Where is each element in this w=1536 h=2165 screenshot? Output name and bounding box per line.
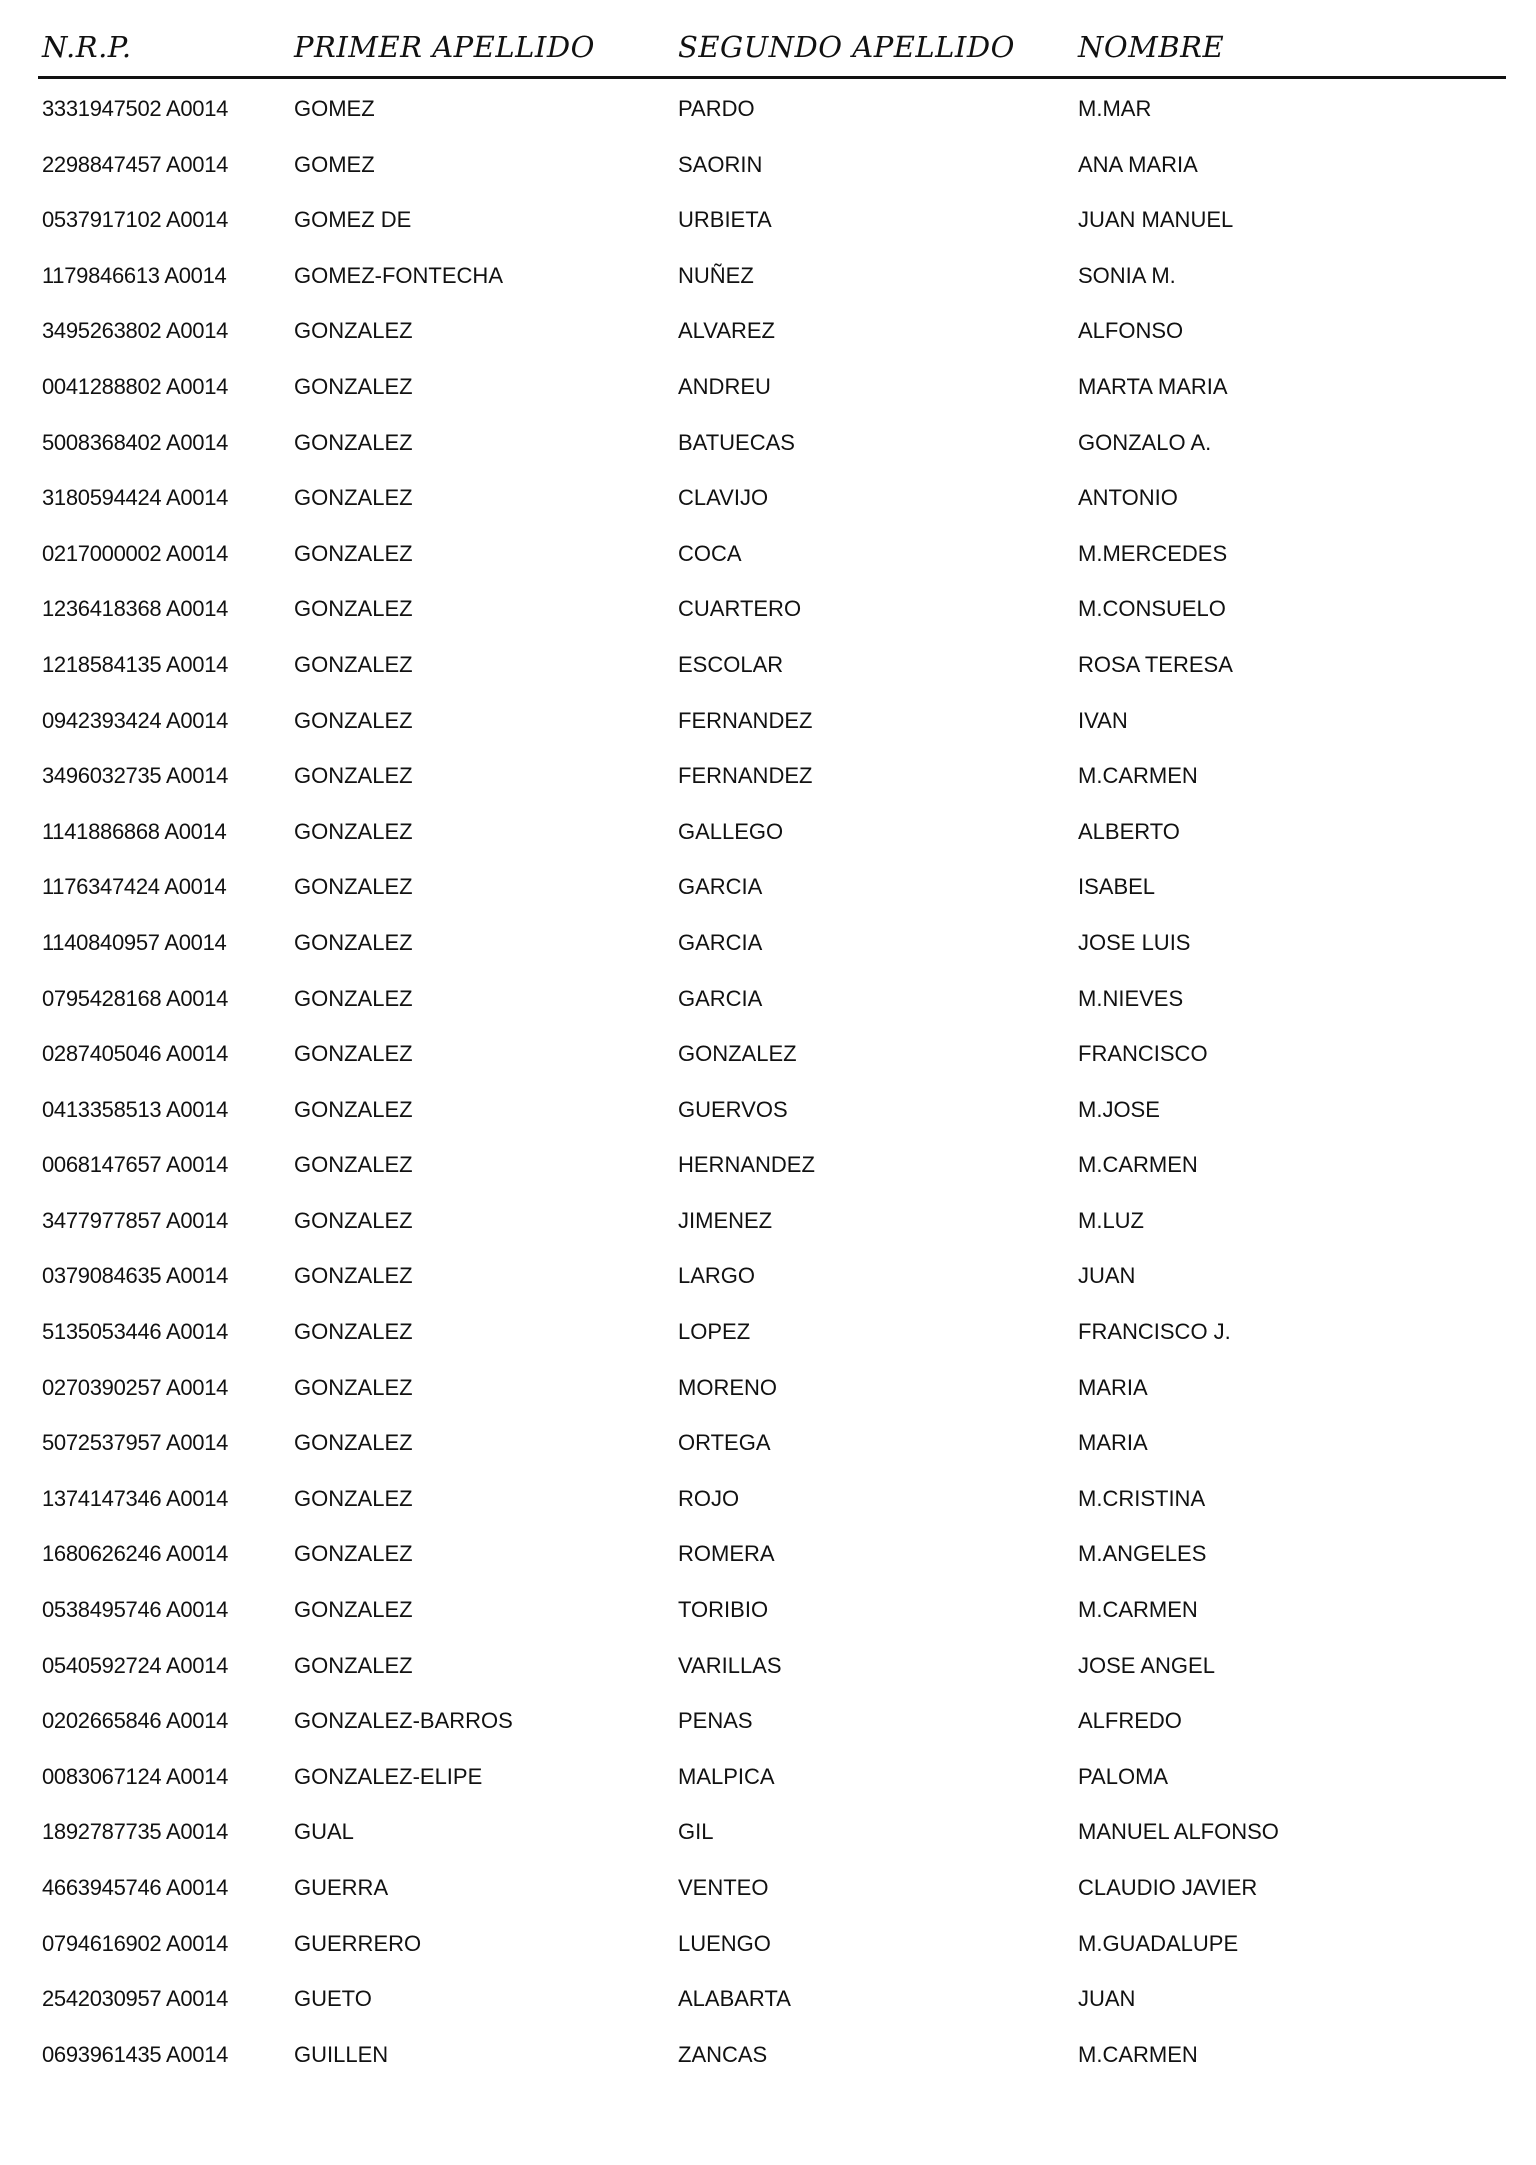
primer-apellido-cell: GUERRA: [294, 1875, 389, 1900]
nrp-cell: 3180594424 A0014: [42, 485, 229, 511]
primer-apellido-cell: GOMEZ DE: [294, 207, 412, 233]
segundo-apellido-cell: PARDO: [678, 96, 755, 121]
primer-apellido-cell: GONZALEZ: [294, 1541, 413, 1567]
segundo-apellido-cell: FERNANDEZ: [678, 763, 813, 789]
segundo-apellido-cell: VENTEO: [678, 1875, 769, 1900]
primer-apellido-cell: GONZALEZ: [294, 1597, 413, 1623]
nrp-cell: 1179846613 A0014: [42, 262, 227, 288]
nrp-cell: 5135053446 A0014: [42, 1319, 229, 1345]
nrp-cell: 1680626246 A0014: [42, 1541, 229, 1567]
primer-apellido-cell: GONZALEZ-ELIPE: [294, 1763, 483, 1789]
header-nrp: N.R.P.: [42, 30, 132, 64]
header-primer-apellido: PRIMER APELLIDO: [294, 30, 595, 64]
nrp-cell: 1374147346 A0014: [42, 1485, 229, 1511]
nombre-cell: M.MAR: [1078, 96, 1152, 121]
primer-apellido-cell: GOMEZ: [294, 96, 375, 121]
nrp-cell: 1218584135 A0014: [42, 651, 229, 677]
table-header: [0, 30, 1536, 80]
table-row: [0, 1144, 1536, 1200]
nrp-cell: 0540592724 A0014: [42, 1652, 229, 1678]
table-row: [0, 1478, 1536, 1534]
segundo-apellido-cell: ZANCAS: [678, 2041, 768, 2067]
nombre-cell: ALBERTO: [1078, 818, 1180, 844]
nrp-cell: 0270390257 A0014: [42, 1374, 229, 1400]
nrp-cell: 5008368402 A0014: [42, 429, 229, 455]
table-row: [0, 144, 1536, 200]
nrp-cell: 0083067124 A0014: [42, 1763, 229, 1789]
primer-apellido-cell: GONZALEZ: [294, 985, 413, 1011]
nombre-cell: ROSA TERESA: [1078, 651, 1233, 677]
segundo-apellido-cell: COCA: [678, 540, 742, 566]
table-row: [0, 366, 1536, 422]
nrp-cell: 0287405046 A0014: [42, 1041, 229, 1067]
table-row: [0, 199, 1536, 255]
table-row: [0, 533, 1536, 589]
nombre-cell: SONIA M.: [1078, 262, 1176, 288]
table-row: [0, 588, 1536, 644]
nombre-cell: M.ANGELES: [1078, 1541, 1207, 1567]
segundo-apellido-cell: PENAS: [678, 1708, 753, 1734]
table-row: [0, 978, 1536, 1034]
nombre-cell: ANTONIO: [1078, 485, 1178, 511]
nombre-cell: IVAN: [1078, 707, 1128, 733]
primer-apellido-cell: GONZALEZ: [294, 1041, 413, 1067]
nrp-cell: 2298847457 A0014: [42, 151, 229, 177]
segundo-apellido-cell: CLAVIJO: [678, 485, 769, 511]
primer-apellido-cell: GONZALEZ: [294, 540, 413, 566]
nrp-cell: 0538495746 A0014: [42, 1597, 229, 1623]
table-row: [0, 1645, 1536, 1701]
nombre-cell: M.CARMEN: [1078, 1152, 1198, 1178]
nrp-cell: 1236418368 A0014: [42, 596, 229, 622]
table-row: [0, 811, 1536, 867]
table-row: [0, 2034, 1536, 2090]
table-row: [0, 1589, 1536, 1645]
primer-apellido-cell: GONZALEZ: [294, 1152, 413, 1178]
nrp-cell: 3496032735 A0014: [42, 763, 229, 789]
segundo-apellido-cell: CUARTERO: [678, 596, 802, 622]
table-row: [0, 866, 1536, 922]
nrp-cell: 0202665846 A0014: [42, 1708, 229, 1734]
segundo-apellido-cell: BATUECAS: [678, 429, 795, 455]
primer-apellido-cell: GONZALEZ: [294, 763, 413, 789]
nrp-cell: 0379084635 A0014: [42, 1263, 229, 1289]
primer-apellido-cell: GONZALEZ: [294, 1096, 413, 1122]
segundo-apellido-cell: ALABARTA: [678, 1986, 791, 2012]
nombre-cell: MARIA: [1078, 1430, 1148, 1456]
table-body: [0, 88, 1536, 2089]
nrp-cell: 3477977857 A0014: [42, 1207, 229, 1233]
segundo-apellido-cell: ESCOLAR: [678, 651, 784, 677]
table-row: [0, 310, 1536, 366]
primer-apellido-cell: GONZALEZ: [294, 485, 413, 511]
segundo-apellido-cell: ORTEGA: [678, 1430, 771, 1456]
primer-apellido-cell: GONZALEZ: [294, 1485, 413, 1511]
nombre-cell: M.MERCEDES: [1078, 540, 1228, 566]
segundo-apellido-cell: GALLEGO: [678, 818, 784, 844]
nombre-cell: ALFONSO: [1078, 318, 1184, 344]
primer-apellido-cell: GONZALEZ: [294, 1263, 413, 1289]
nombre-cell: PALOMA: [1078, 1763, 1169, 1789]
segundo-apellido-cell: VARILLAS: [678, 1652, 782, 1678]
nrp-cell: 3495263802 A0014: [42, 318, 229, 344]
nrp-cell: 0794616902 A0014: [42, 1930, 229, 1956]
table-row: [0, 1700, 1536, 1756]
nombre-cell: JOSE LUIS: [1078, 929, 1191, 955]
nrp-cell: 3331947502 A0014: [42, 96, 229, 121]
nombre-cell: M.CARMEN: [1078, 763, 1198, 789]
nombre-cell: MANUEL ALFONSO: [1078, 1819, 1279, 1845]
nombre-cell: GONZALO A.: [1078, 429, 1212, 455]
primer-apellido-cell: GONZALEZ: [294, 1374, 413, 1400]
segundo-apellido-cell: ROJO: [678, 1485, 740, 1511]
primer-apellido-cell: GUAL: [294, 1819, 354, 1845]
table-row: [0, 1533, 1536, 1589]
nombre-cell: M.GUADALUPE: [1078, 1930, 1239, 1956]
segundo-apellido-cell: SAORIN: [678, 151, 763, 177]
header-nombre: NOMBRE: [1078, 30, 1225, 64]
primer-apellido-cell: GONZALEZ: [294, 929, 413, 955]
table-row: [0, 255, 1536, 311]
table-row: [0, 644, 1536, 700]
nombre-cell: M.JOSE: [1078, 1096, 1160, 1122]
segundo-apellido-cell: ANDREU: [678, 373, 771, 399]
primer-apellido-cell: GOMEZ: [294, 151, 375, 177]
nrp-cell: 0217000002 A0014: [42, 540, 229, 566]
nombre-cell: M.CARMEN: [1078, 1597, 1198, 1623]
table-row: [0, 755, 1536, 811]
segundo-apellido-cell: LOPEZ: [678, 1319, 751, 1345]
segundo-apellido-cell: ROMERA: [678, 1541, 775, 1567]
nombre-cell: M.CONSUELO: [1078, 596, 1226, 622]
nombre-cell: JUAN MANUEL: [1078, 207, 1234, 233]
segundo-apellido-cell: LUENGO: [678, 1930, 771, 1956]
table-row: [0, 1089, 1536, 1145]
table-row: [0, 1756, 1536, 1812]
nombre-cell: M.CRISTINA: [1078, 1485, 1206, 1511]
primer-apellido-cell: GONZALEZ: [294, 1207, 413, 1233]
table-row: [0, 1033, 1536, 1089]
table-row: [0, 1311, 1536, 1367]
nombre-cell: MARIA: [1078, 1374, 1148, 1400]
table-row: [0, 1200, 1536, 1256]
segundo-apellido-cell: GARCIA: [678, 929, 763, 955]
nombre-cell: CLAUDIO JAVIER: [1078, 1875, 1258, 1900]
nrp-cell: 2542030957 A0014: [42, 1986, 229, 2012]
nrp-cell: 1892787735 A0014: [42, 1819, 229, 1845]
table-row: [0, 1367, 1536, 1423]
table-row: [0, 477, 1536, 533]
header-divider: [38, 76, 1506, 79]
primer-apellido-cell: GONZALEZ: [294, 1652, 413, 1678]
nrp-cell: 1176347424 A0014: [42, 874, 227, 900]
primer-apellido-cell: GONZALEZ-BARROS: [294, 1708, 513, 1734]
segundo-apellido-cell: NUÑEZ: [678, 262, 754, 288]
segundo-apellido-cell: FERNANDEZ: [678, 707, 813, 733]
nrp-cell: 0537917102 A0014: [42, 207, 229, 233]
primer-apellido-cell: GUILLEN: [294, 2041, 389, 2067]
table-row: [0, 922, 1536, 978]
nombre-cell: FRANCISCO: [1078, 1041, 1208, 1067]
nrp-cell: 0693961435 A0014: [42, 2041, 229, 2067]
segundo-apellido-cell: ALVAREZ: [678, 318, 775, 344]
table-row: [0, 1811, 1536, 1867]
nrp-cell: 1140840957 A0014: [42, 929, 227, 955]
primer-apellido-cell: GUETO: [294, 1986, 372, 2012]
segundo-apellido-cell: LARGO: [678, 1263, 756, 1289]
nombre-cell: FRANCISCO J.: [1078, 1319, 1231, 1345]
table-row: [0, 88, 1536, 144]
table-row: [0, 1923, 1536, 1979]
segundo-apellido-cell: MORENO: [678, 1374, 777, 1400]
segundo-apellido-cell: GONZALEZ: [678, 1041, 797, 1067]
nrp-cell: 1141886868 A0014: [42, 818, 227, 844]
primer-apellido-cell: GONZALEZ: [294, 874, 413, 900]
primer-apellido-cell: GONZALEZ: [294, 1430, 413, 1456]
table-row: [0, 1422, 1536, 1478]
table-row: [0, 422, 1536, 478]
nombre-cell: ISABEL: [1078, 874, 1156, 900]
primer-apellido-cell: GUERRERO: [294, 1930, 422, 1956]
nombre-cell: JUAN: [1078, 1986, 1136, 2012]
table-row: [0, 1867, 1536, 1923]
segundo-apellido-cell: TORIBIO: [678, 1597, 769, 1623]
nombre-cell: ALFREDO: [1078, 1708, 1182, 1734]
primer-apellido-cell: GONZALEZ: [294, 318, 413, 344]
header-segundo-apellido: SEGUNDO APELLIDO: [678, 30, 1015, 64]
table-row: [0, 1978, 1536, 2034]
segundo-apellido-cell: HERNANDEZ: [678, 1152, 815, 1178]
nrp-cell: 0795428168 A0014: [42, 985, 229, 1011]
primer-apellido-cell: GONZALEZ: [294, 429, 413, 455]
nombre-cell: ANA MARIA: [1078, 151, 1198, 177]
nombre-cell: JUAN: [1078, 1263, 1136, 1289]
table-row: [0, 1255, 1536, 1311]
primer-apellido-cell: GONZALEZ: [294, 596, 413, 622]
segundo-apellido-cell: JIMENEZ: [678, 1207, 773, 1233]
segundo-apellido-cell: GARCIA: [678, 874, 763, 900]
nrp-cell: 0413358513 A0014: [42, 1096, 229, 1122]
primer-apellido-cell: GONZALEZ: [294, 707, 413, 733]
nombre-cell: M.LUZ: [1078, 1207, 1144, 1233]
nrp-cell: 0041288802 A0014: [42, 373, 229, 399]
primer-apellido-cell: GONZALEZ: [294, 1319, 413, 1345]
nrp-cell: 4663945746 A0014: [42, 1875, 229, 1900]
nombre-cell: M.CARMEN: [1078, 2041, 1198, 2067]
nombre-cell: JOSE ANGEL: [1078, 1652, 1215, 1678]
table-row: [0, 700, 1536, 756]
primer-apellido-cell: GONZALEZ: [294, 651, 413, 677]
nrp-cell: 0942393424 A0014: [42, 707, 229, 733]
primer-apellido-cell: GONZALEZ: [294, 818, 413, 844]
primer-apellido-cell: GONZALEZ: [294, 373, 413, 399]
nrp-cell: 0068147657 A0014: [42, 1152, 229, 1178]
nombre-cell: M.NIEVES: [1078, 985, 1184, 1011]
segundo-apellido-cell: URBIETA: [678, 207, 772, 233]
segundo-apellido-cell: GIL: [678, 1819, 714, 1845]
segundo-apellido-cell: GARCIA: [678, 985, 763, 1011]
segundo-apellido-cell: MALPICA: [678, 1763, 775, 1789]
primer-apellido-cell: GOMEZ-FONTECHA: [294, 262, 503, 288]
segundo-apellido-cell: GUERVOS: [678, 1096, 788, 1122]
nombre-cell: MARTA MARIA: [1078, 373, 1228, 399]
nrp-cell: 5072537957 A0014: [42, 1430, 229, 1456]
